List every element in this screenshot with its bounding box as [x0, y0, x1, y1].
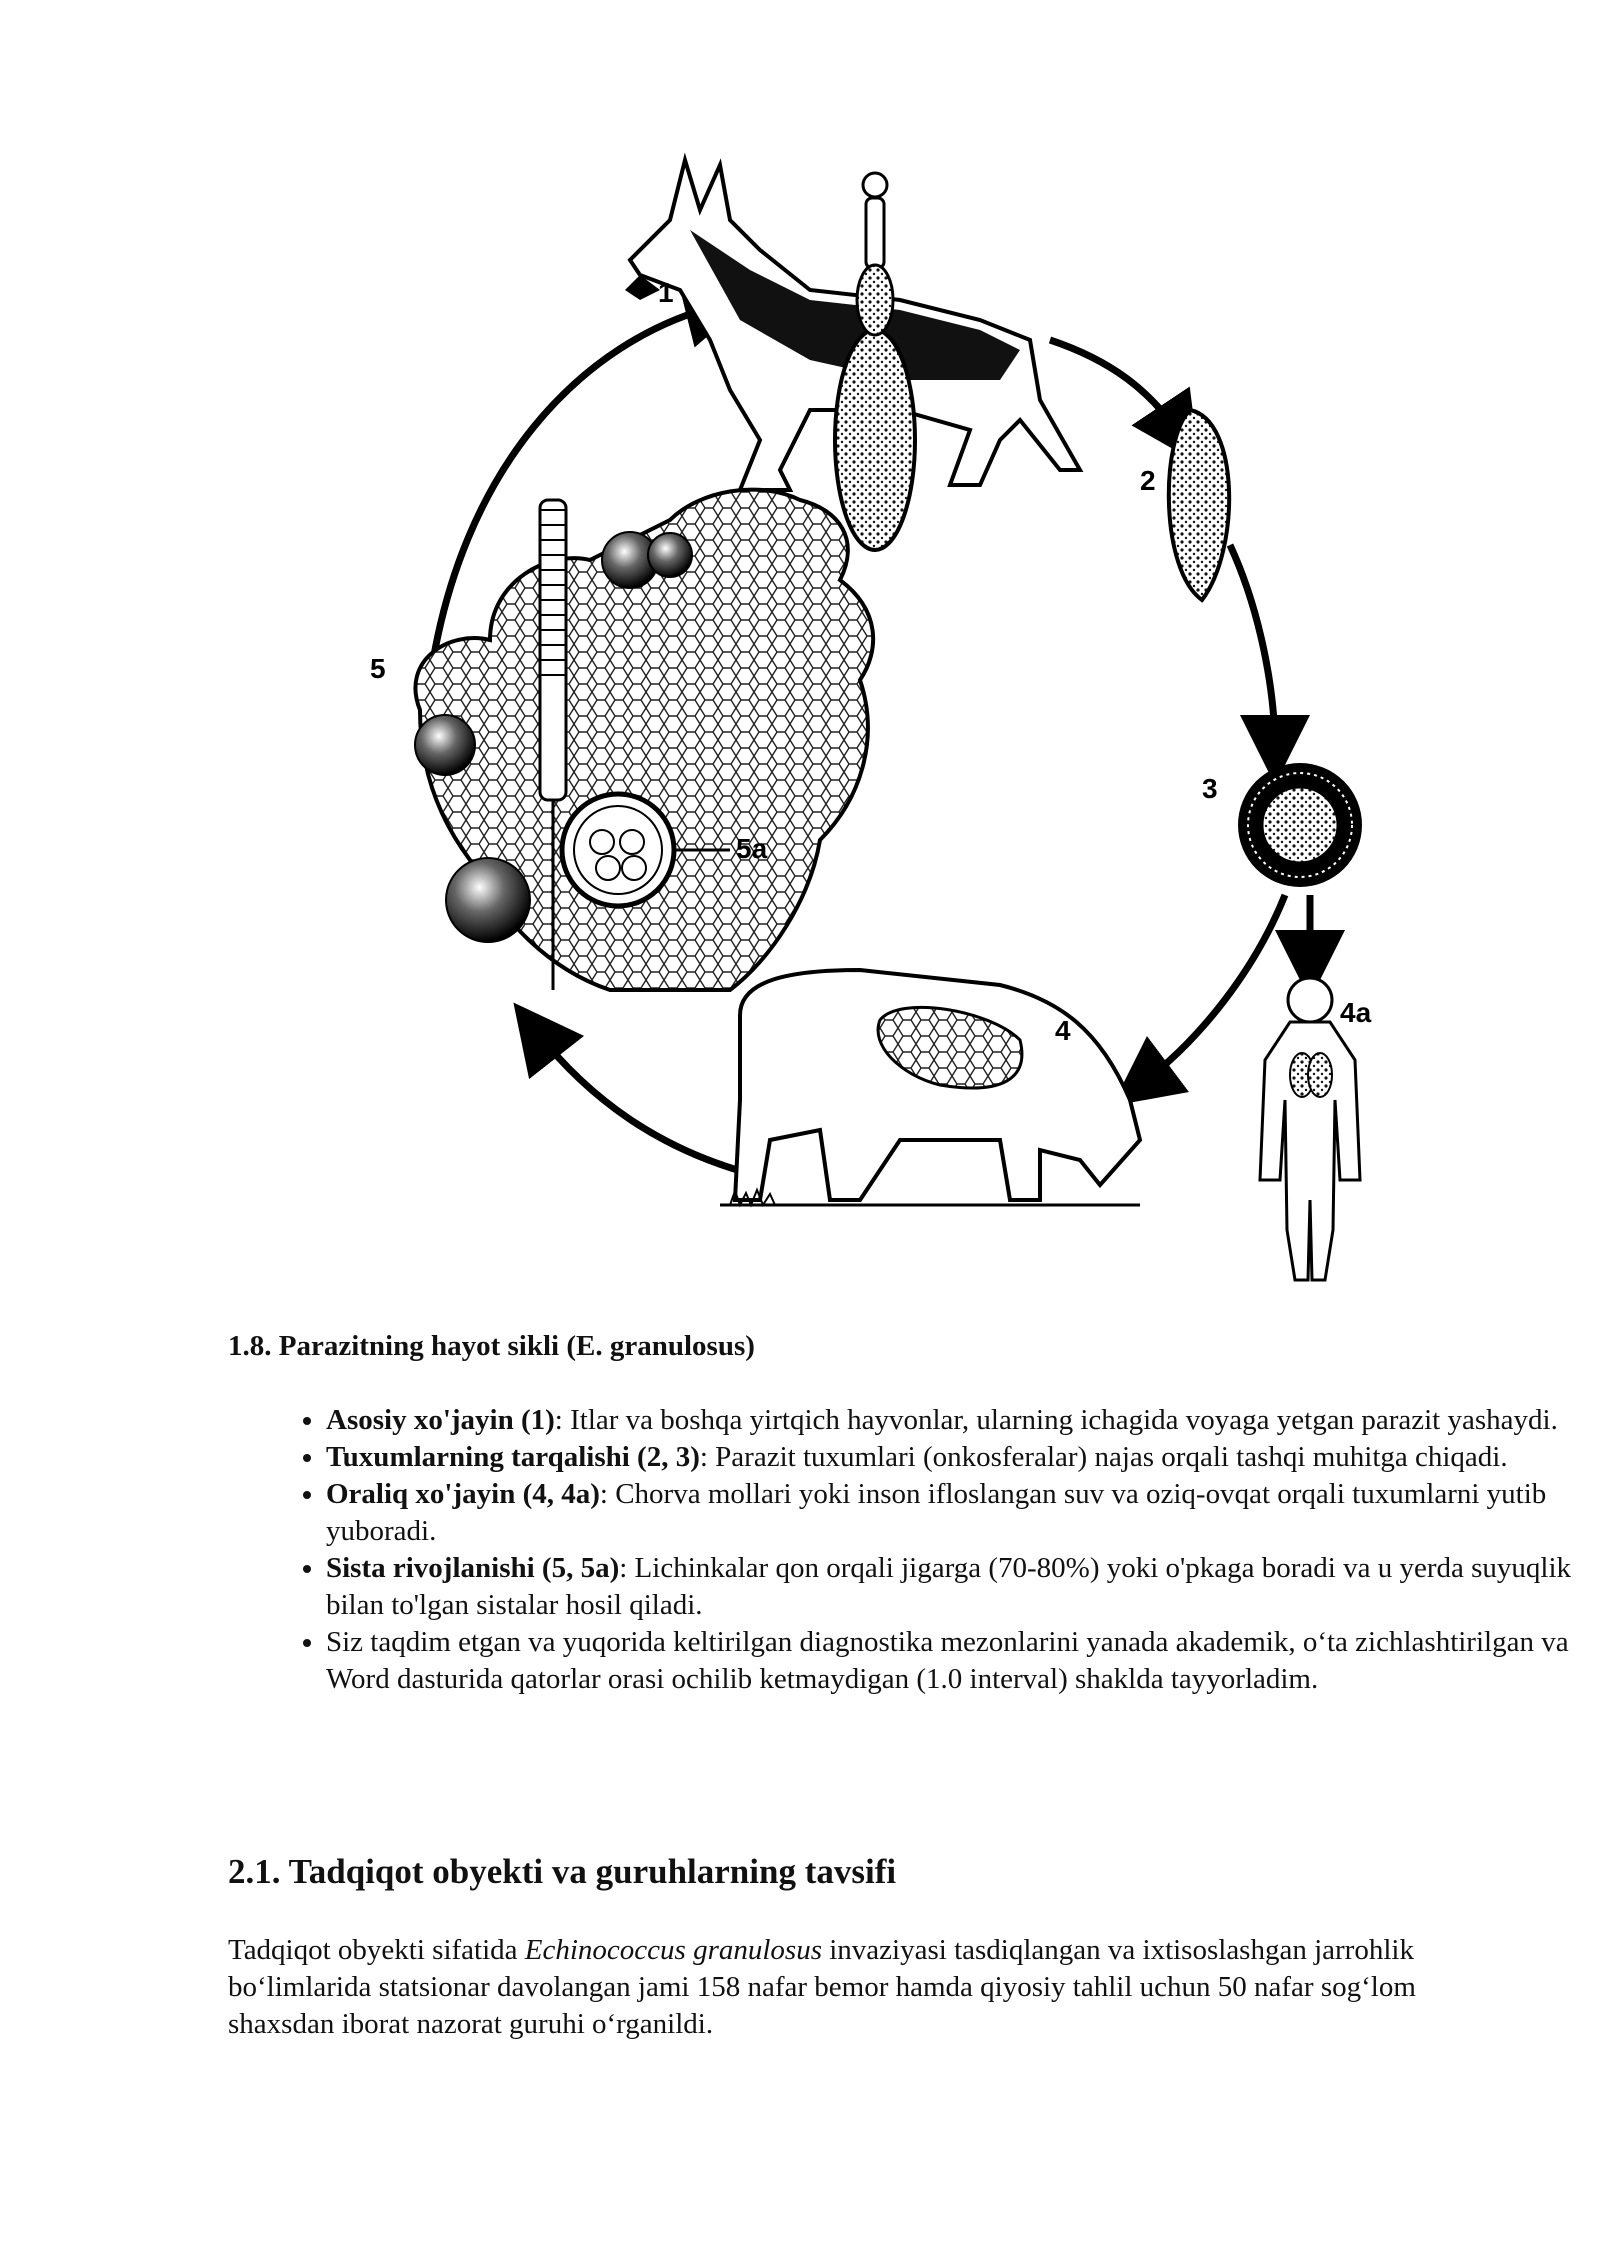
- paragraph-text-end: invaziyasi tasdiqlangan va ixtisoslashgan jarrohlik bo‘limlarida statsionar davolangan jami 158 nafar bemor hamda qiyosiy tahlil uchun 50 nafar sog‘lom shaxsdan iborat nazorat guruhi o‘rganildi.: [228, 1934, 1416, 2040]
- arrow-1-to-2: [1050, 340, 1180, 435]
- arrow-3-to-4: [1140, 895, 1285, 1085]
- stage-label-1: 1: [658, 277, 674, 308]
- list-item-text: : Parazit tuxumlari (onkosferalar) najas orqali tashqi muhitga chiqadi.: [699, 1441, 1508, 1473]
- list-item-term: Tuxumlarning tarqalishi (2, 3): [326, 1441, 700, 1473]
- arrow-2-to-3: [1230, 545, 1275, 750]
- list-item-term: Oraliq xo'jayin (4, 4a): [326, 1478, 600, 1510]
- list-item: [326, 1476, 1586, 1550]
- adult-tapeworm-illustration: [835, 173, 915, 550]
- list-item-term: Asosiy xo'jayin (1): [326, 1404, 555, 1436]
- figure-caption: 1.8. Parazitning hayot sikli (E. granulosus): [228, 1330, 755, 1362]
- list-item: [326, 1624, 1586, 1698]
- stage-label-3: 3: [1202, 773, 1218, 804]
- hydatid-cyst-illustration: [415, 490, 873, 990]
- species-name: Echinococcus granulosus: [524, 1934, 822, 1966]
- paragraph-text-start: Tadqiqot obyekti sifatida: [228, 1934, 525, 1966]
- section-paragraph: [228, 1932, 1498, 2043]
- arrow-4-to-5: [535, 1030, 755, 1175]
- egg-illustration: [1238, 763, 1362, 887]
- stage-label-4: 4: [1055, 1015, 1071, 1046]
- list-item-text: Siz taqdim etgan va yuqorida keltirilgan diagnostika mezonlarini yanada akademik, o‘ta zichlashtirilgan va Word dasturida qatorlar orasi ochilib ketmaydigan (1.0 interval) shaklda tayyorladim.: [326, 1626, 1569, 1695]
- list-item-term: Sista rivojlanishi (5, 5a): [326, 1552, 620, 1584]
- stage-label-5: 5: [370, 653, 386, 684]
- list-item-text: : Itlar va boshqa yirtqich hayvonlar, ularning ichagida voyaga yetgan parazit yashaydi.: [554, 1404, 1558, 1436]
- list-item: [326, 1402, 1586, 1439]
- proglottid-illustration: [1169, 410, 1229, 600]
- list-item-text: : Lichinkalar qon orqali jigarga (70-80%) yoki o'pkaga boradi va u yerda suyuqlik bilan to'lgan sistalar hosil qiladi.: [326, 1552, 1572, 1621]
- stage-label-5a: 5a: [736, 833, 768, 864]
- stage-label-2: 2: [1140, 465, 1156, 496]
- life-cycle-figure: [340, 140, 1400, 1300]
- stage-label-4a: 4a: [1340, 997, 1372, 1028]
- list-item: [326, 1439, 1586, 1476]
- life-cycle-list: [228, 1402, 1586, 1698]
- list-item-text: : Chorva mollari yoki inson ifloslangan suv va oziq-ovqat orqali tuxumlarni yutib yuboradi.: [326, 1478, 1547, 1547]
- list-item: [326, 1550, 1586, 1624]
- section-heading: 2.1. Tadqiqot obyekti va guruhlarning tavsifi: [228, 1852, 897, 1891]
- cow-illustration: [720, 970, 1140, 1205]
